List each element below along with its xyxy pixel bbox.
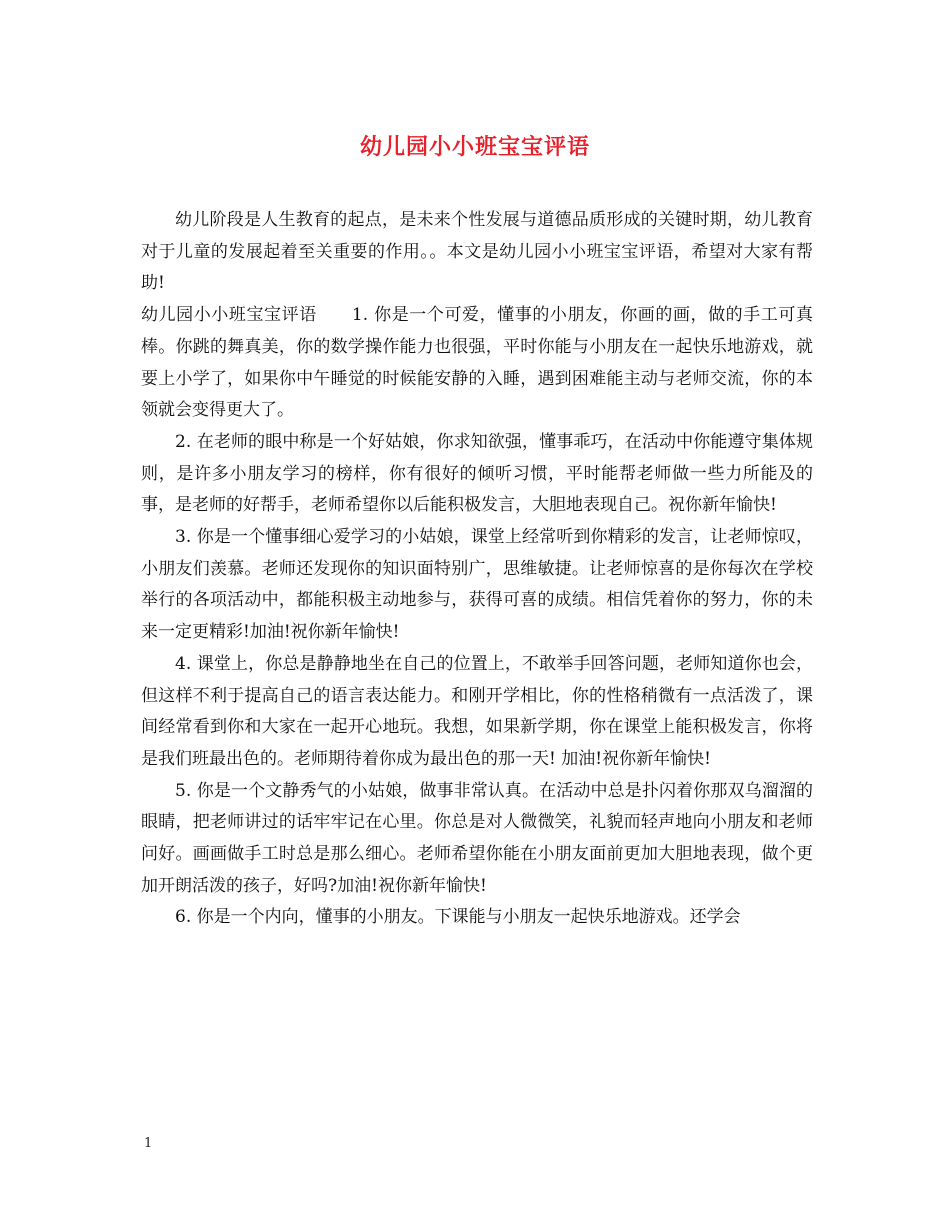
comment-item-2: 2. 在老师的眼中称是一个好姑娘，你求知欲强，懂事乖巧，在活动中你能遵守集体规则，是许多小朋友学习的榜样，你有很好的倾听习惯，平时能帮老师做一些力所能及的事，是老师的好帮手，老师希望你以后能积极发言，大胆地表现自己。祝你新年愉快!: [141, 431, 813, 516]
document-title: 幼儿园小小班宝宝评语: [359, 135, 590, 160]
comment-item-3: 3. 你是一个懂事细心爱学习的小姑娘，课堂上经常听到你精彩的发言，让老师惊叹，小朋友们羡慕。老师还发现你的知识面特别广，思维敏捷。让老师惊喜的是你每次在学校举行的各项活动中，都能积极主动地参与，获得可喜的成绩。相信凭着你的努力，你的未来一定更精彩!加油!祝你新年愉快!: [141, 527, 813, 643]
document-body: [141, 205, 813, 934]
intro-paragraph: 幼儿阶段是人生教育的起点，是未来个性发展与道德品质形成的关键时期，幼儿教育对于儿童的发展起着至关重要的作用。。本文是幼儿园小小班宝宝评语，希望对大家有帮助!: [141, 210, 813, 294]
comment-item-4: 4. 课堂上，你总是静静地坐在自己的位置上，不敢举手回答问题，老师知道你也会，但这样不利于提高自己的语言表达能力。和刚开学相比，你的性格稍微有一点活泼了，课间经常看到你和大家在一起开心地玩。我想，如果新学期，你在课堂上能积极发言，你将是我们班最出色的。老师期待着你成为最出色的那一天! 加油!祝你新年愉快!: [141, 653, 813, 769]
comment-item-1: 幼儿园小小班宝宝评语 1. 你是一个可爱，懂事的小朋友，你画的画，做的手工可真棒。你跳的舞真美，你的数学操作能力也很强，平时你能与小朋友在一起快乐地游戏，就要上小学了，如果你中午睡觉的时候能安静的入睡，遇到困难能主动与老师交流，你的本领就会变得更大了。: [141, 305, 813, 421]
page-number: 1: [144, 1136, 153, 1151]
comment-item-6: 6. 你是一个内向，懂事的小朋友。下课能与小朋友一起快乐地游戏。还学会: [175, 907, 741, 928]
comment-item-5: 5. 你是一个文静秀气的小姑娘，做事非常认真。在活动中总是扑闪着你那双乌溜溜的眼睛，把老师讲过的话牢牢记在心里。你总是对人微微笑，礼貌而轻声地向小朋友和老师问好。画画做手工时总是那么细心。老师希望你能在小朋友面前更加大胆地表现，做个更加开朗活泼的孩子，好吗?加油!祝你新年愉快!: [141, 780, 813, 896]
